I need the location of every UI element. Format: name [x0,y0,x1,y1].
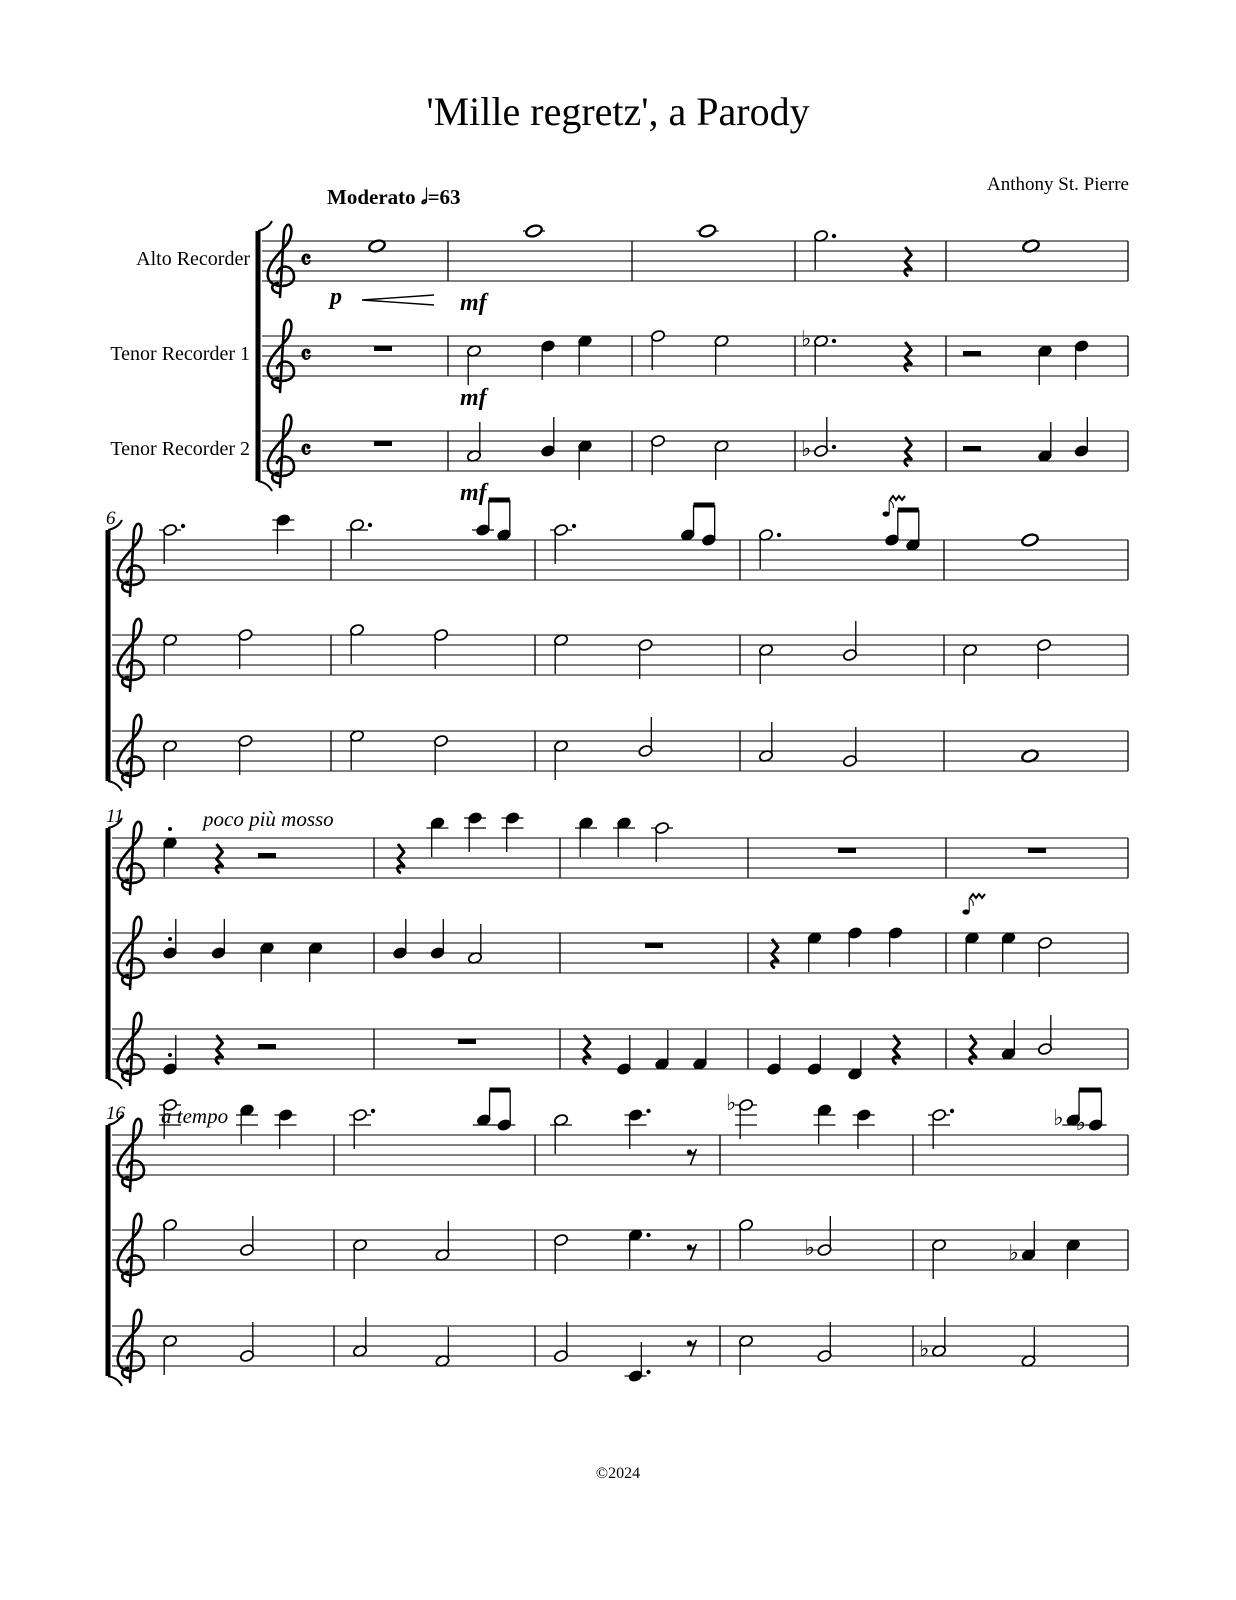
note-beam [490,1088,511,1093]
note-beam [694,503,715,508]
instrument-label-tenor-1: Tenor Recorder 1 [110,343,250,365]
augmentation-dot [368,523,372,527]
flat-sign: ♭ [1008,1241,1019,1266]
staff-2 [112,894,1128,989]
system-4 [106,1088,1128,1387]
flat-sign: ♭ [726,1091,737,1116]
grace-note-head [962,909,969,914]
staccato-dot [168,1053,172,1057]
half-rest [963,351,981,356]
dynamic-mf-tenor-1: mf [460,385,487,411]
measure-number: 11 [106,806,124,827]
whole-rest [645,943,663,948]
flat-sign: ♭ [804,1236,815,1261]
measure-number: 16 [106,1103,125,1124]
augmentation-dot [832,339,836,343]
instrument-label-alto: Alto Recorder [136,248,250,270]
bracket-bottom-hook [108,1079,122,1089]
flat-sign: ♭ [1053,1106,1064,1131]
augmentation-dot [950,1109,954,1113]
note-head [525,224,543,239]
note-beam [898,508,919,513]
whole-rest [838,848,856,853]
flat-sign: ♭ [801,327,812,352]
crescendo-hairpin [362,295,434,305]
grace-note-flag [969,898,973,906]
mordent-icon [970,894,985,898]
note-head [698,224,716,239]
augmentation-dot [572,524,576,528]
augmentation-dot [181,524,185,528]
time-signature: 𝄴 [300,436,312,465]
flat-sign: ♭ [801,437,812,462]
flat-sign: ♭ [1075,1111,1087,1136]
tempo-marking: Moderato 𝅗𝅥=63 [327,185,461,209]
staff-2 [112,619,1128,691]
augmentation-dot [646,1109,650,1113]
time-signature: 𝄴 [300,246,312,275]
whole-rest [458,1039,476,1044]
grace-note-head [882,511,889,516]
note-beam [489,498,510,503]
note-beam [1079,1088,1101,1093]
expression-poco-piu-mosso: poco più mosso [203,807,334,831]
flat-sign: ♭ [919,1337,930,1362]
measure-number: 6 [106,508,116,529]
augmentation-dot [646,1233,650,1237]
staff-1 [112,1088,1128,1192]
augmentation-dot [371,1109,375,1113]
system-3 [106,806,1128,1089]
grace-note-flag [889,500,893,508]
augmentation-dot [777,533,781,537]
dynamic-mf-alto: mf [460,290,487,316]
staff-2 [262,320,1128,392]
page-title: 'Mille regretz', a Parody [426,89,810,134]
whole-rest [1028,848,1046,853]
bracket-bottom-hook [108,781,122,791]
half-rest [258,1044,276,1049]
half-rest [963,446,981,451]
mordent-icon [890,496,905,500]
half-rest [258,853,276,858]
bracket-bottom-hook [108,1376,122,1386]
staccato-dot [168,827,172,831]
bracket-top-hook [258,221,272,231]
staff-1 [112,496,1128,596]
staff-3 [262,415,1128,487]
augmentation-dot [832,445,836,449]
composer-name: Anthony St. Pierre [987,174,1129,195]
system-2 [106,496,1128,791]
instrument-label-tenor-2: Tenor Recorder 2 [110,438,250,460]
augmentation-dot [646,1370,650,1374]
whole-rest [374,346,392,351]
time-signature: 𝄴 [300,341,312,370]
note-head [1021,533,1039,548]
staff-3 [112,1310,1128,1383]
staff-3 [112,715,1128,787]
system-1 [258,221,1128,491]
bracket-bottom-hook [258,481,272,491]
augmentation-dot [832,234,836,238]
expression-a-tempo: a tempo [161,1104,229,1128]
staff-1 [262,224,1128,297]
staccato-dot [168,937,172,941]
whole-rest [374,441,392,446]
copyright-notice: ©2024 [595,1465,641,1482]
staff-2 [112,1214,1128,1286]
dynamic-mf-tenor-2: mf [460,480,487,506]
staff-3 [112,1013,1128,1085]
dynamic-p: p [330,284,342,310]
